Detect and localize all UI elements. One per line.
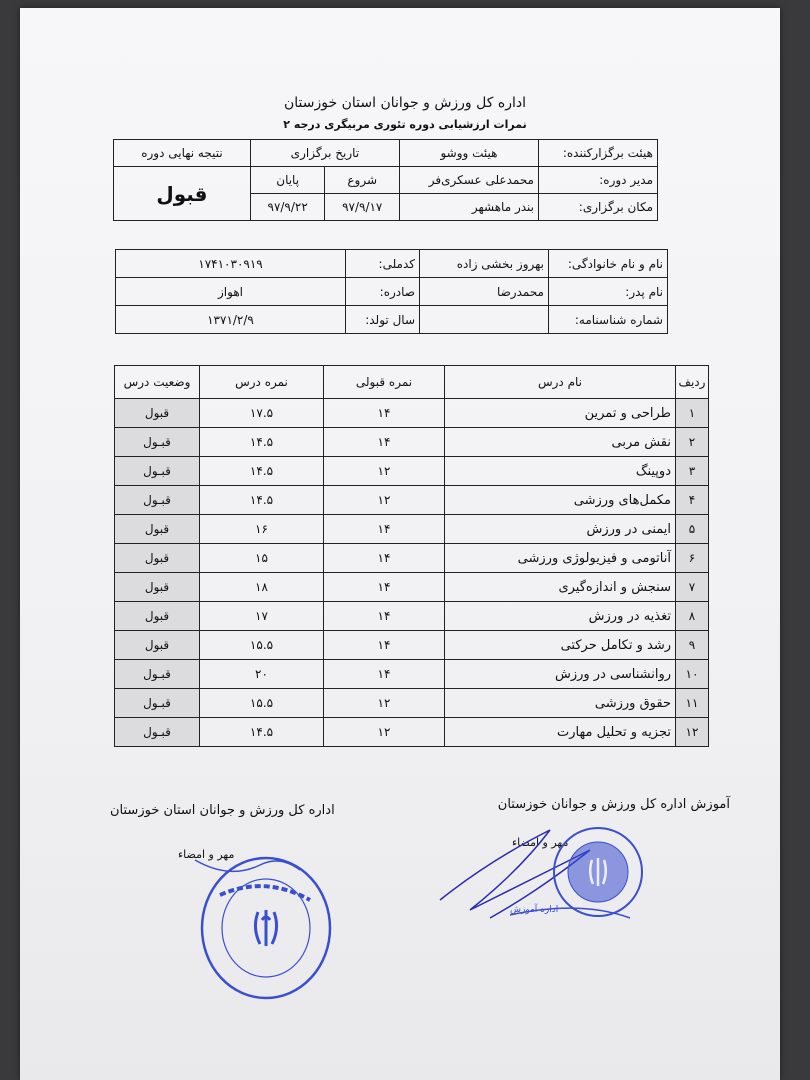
national-id-label: کدملی: (346, 250, 420, 278)
father-value: محمدرضا (420, 278, 549, 306)
course-name: رشد و تکامل حرکتی (445, 631, 676, 660)
table-row (115, 399, 709, 428)
course-status: قبول (115, 544, 200, 573)
course-status: قبول (115, 573, 200, 602)
course-name: دوپینگ (445, 457, 676, 486)
course-score: ۲۰ (200, 660, 324, 689)
table-row (115, 602, 709, 631)
name-value: بهروز بخشی زاده (420, 250, 549, 278)
table-row (115, 660, 709, 689)
course-name: تغذیه در ورزش (445, 602, 676, 631)
pass-grade: ۱۴ (324, 515, 445, 544)
location-value: بندر ماهشهر (400, 194, 539, 221)
org-title: اداره کل ورزش و جوانان استان خوزستان (284, 95, 526, 111)
father-label: نام پدر: (549, 278, 668, 306)
id-number-value (420, 306, 549, 334)
course-score: ۱۴.۵ (200, 486, 324, 515)
course-score: ۱۴.۵ (200, 428, 324, 457)
start-date: ۹۷/۹/۱۷ (325, 194, 400, 221)
row-number: ۹ (676, 631, 709, 660)
course-name: روانشناسی در ورزش (445, 660, 676, 689)
header-score: نمره درس (200, 366, 324, 399)
start-label: شروع (325, 167, 400, 194)
issued-label: صادره: (346, 278, 420, 306)
table-row (115, 573, 709, 602)
table-row (115, 486, 709, 515)
course-status: قبـول (115, 428, 200, 457)
course-name: مکمل‌های ورزشی (445, 486, 676, 515)
pass-grade: ۱۴ (324, 602, 445, 631)
table-row (115, 631, 709, 660)
table-row (115, 515, 709, 544)
course-status: قبـول (115, 689, 200, 718)
national-id-value: ۱۷۴۱۰۳۰۹۱۹ (116, 250, 346, 278)
birth-label: سال تولد: (346, 306, 420, 334)
course-score: ۱۵.۵ (200, 689, 324, 718)
director-label: مدیر دوره: (539, 167, 658, 194)
organizer-value: هیئت ووشو (400, 140, 539, 167)
course-status: قبـول (115, 660, 200, 689)
row-number: ۱ (676, 399, 709, 428)
header-row-number: ردیف (676, 366, 709, 399)
row-number: ۲ (676, 428, 709, 457)
course-status: قبول (115, 602, 200, 631)
issued-value: اهواز (116, 278, 346, 306)
row-number: ۱۰ (676, 660, 709, 689)
end-date: ۹۷/۹/۲۲ (250, 194, 325, 221)
course-info-table (113, 139, 658, 221)
course-status: قبـول (115, 718, 200, 747)
table-row (115, 544, 709, 573)
course-score: ۱۴.۵ (200, 718, 324, 747)
pass-grade: ۱۴ (324, 399, 445, 428)
course-name: طراحی و تمرین (445, 399, 676, 428)
row-number: ۶ (676, 544, 709, 573)
location-label: مکان برگزاری: (539, 194, 658, 221)
row-number: ۱۲ (676, 718, 709, 747)
iran-emblem-icon (255, 910, 276, 946)
course-score: ۱۷.۵ (200, 399, 324, 428)
right-signature-title: آموزش اداره کل ورزش و جوانان خوزستان (497, 797, 730, 812)
pass-grade: ۱۴ (324, 631, 445, 660)
course-name: ایمنی در ورزش (445, 515, 676, 544)
right-stamp-label: اداره آموزش (510, 905, 559, 915)
course-status: قبول (115, 399, 200, 428)
right-signature-sub: مهر و امضاء (512, 836, 569, 849)
courses-table (114, 365, 709, 747)
id-number-label: شماره شناسنامه: (549, 306, 668, 334)
table-row (115, 428, 709, 457)
pass-grade: ۱۲ (324, 718, 445, 747)
course-score: ۱۷ (200, 602, 324, 631)
final-result-label: نتیجه نهایی دوره (114, 140, 251, 167)
row-number: ۸ (676, 602, 709, 631)
course-score: ۱۸ (200, 573, 324, 602)
name-label: نام و نام خانوادگی: (549, 250, 668, 278)
header-pass-grade: نمره قبولی (324, 366, 445, 399)
course-score: ۱۵.۵ (200, 631, 324, 660)
end-label: پایان (250, 167, 325, 194)
courses-header-row (115, 366, 709, 399)
course-status: قبـول (115, 457, 200, 486)
table-row (115, 689, 709, 718)
course-name: حقوق ورزشی (445, 689, 676, 718)
course-score: ۱۵ (200, 544, 324, 573)
course-status: قبـول (115, 486, 200, 515)
course-name: نقش مربی (445, 428, 676, 457)
header-status: وضعیت درس (115, 366, 200, 399)
row-number: ۴ (676, 486, 709, 515)
course-name: تجزیه و تحلیل مهارت (445, 718, 676, 747)
course-status: قبول (115, 631, 200, 660)
table-row (115, 457, 709, 486)
table-row (115, 718, 709, 747)
left-signature-title: اداره کل ورزش و جوانان استان خوزستان (110, 803, 335, 818)
director-value: محمدعلی عسکری‌فر (400, 167, 539, 194)
pass-grade: ۱۲ (324, 689, 445, 718)
course-status: قبول (115, 515, 200, 544)
row-number: ۳ (676, 457, 709, 486)
course-score: ۱۶ (200, 515, 324, 544)
pass-grade: ۱۴ (324, 544, 445, 573)
row-number: ۵ (676, 515, 709, 544)
course-score: ۱۴.۵ (200, 457, 324, 486)
left-round-stamp (190, 840, 340, 1005)
pass-grade: ۱۴ (324, 428, 445, 457)
organizer-label: هیئت برگزارکننده: (539, 140, 658, 167)
left-signature-sub: مهر و امضاء (178, 848, 235, 861)
final-result-value: قبول (114, 167, 251, 221)
header-course-name: نام درس (445, 366, 676, 399)
pass-grade: ۱۲ (324, 486, 445, 515)
personal-info-table (115, 249, 668, 334)
pass-grade: ۱۴ (324, 573, 445, 602)
row-number: ۷ (676, 573, 709, 602)
course-name: سنجش و اندازه‌گیری (445, 573, 676, 602)
doc-title: نمرات ارزشیابی دوره تئوری مربیگری درجه ۲ (283, 118, 527, 131)
row-number: ۱۱ (676, 689, 709, 718)
pass-grade: ۱۴ (324, 660, 445, 689)
course-name: آناتومی و فیزیولوژی ورزشی (445, 544, 676, 573)
birth-value: ۱۳۷۱/۲/۹ (116, 306, 346, 334)
dates-label: تاریخ برگزاری (250, 140, 399, 167)
pass-grade: ۱۲ (324, 457, 445, 486)
